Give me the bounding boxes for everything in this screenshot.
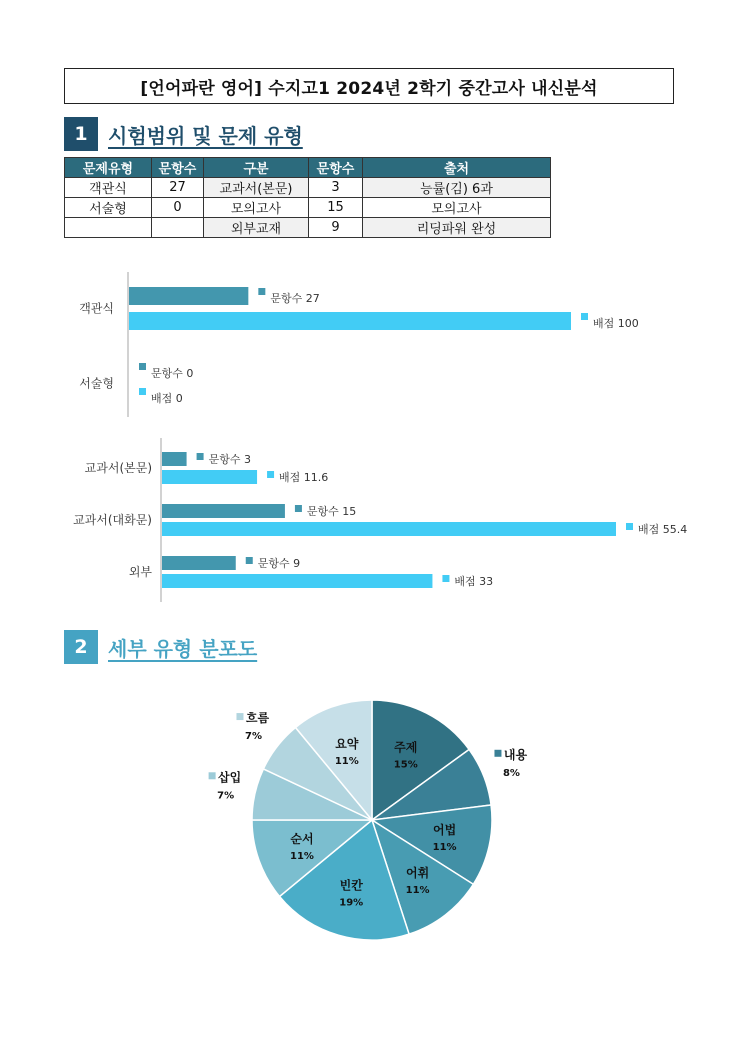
table-cell bbox=[65, 218, 152, 238]
slice-percent: 8% bbox=[502, 767, 520, 779]
slice-label: 요약 bbox=[335, 736, 359, 751]
table-cell: 능률(김) 6과 bbox=[363, 178, 551, 198]
table-cell: 27 bbox=[152, 178, 204, 198]
table-row bbox=[65, 218, 551, 238]
category-label: 외부 bbox=[128, 565, 152, 579]
table-row bbox=[65, 198, 551, 218]
th-source: 출처 bbox=[363, 158, 551, 178]
section2-header bbox=[64, 630, 257, 664]
slice-percent: 15% bbox=[393, 759, 418, 771]
bar bbox=[162, 522, 616, 536]
data-label: 배점 55.4 bbox=[638, 523, 688, 536]
th-question-type: 문제유형 bbox=[65, 158, 152, 178]
chart-detail-distribution bbox=[0, 680, 743, 970]
slice-marker bbox=[209, 772, 216, 779]
table-cell: 0 bbox=[152, 198, 204, 218]
data-label: 문항수 3 bbox=[208, 453, 251, 466]
data-label-marker bbox=[295, 505, 302, 512]
document-title: [언어파란 영어] 수지고1 2024년 2학기 중간고사 내신분석 bbox=[140, 78, 598, 99]
bar bbox=[162, 574, 432, 588]
data-label-marker bbox=[197, 453, 204, 460]
section2-number: 2 bbox=[64, 630, 98, 664]
table-cell: 모의고사 bbox=[204, 198, 309, 218]
table-cell: 교과서(본문) bbox=[204, 178, 309, 198]
slice-label: 어휘 bbox=[406, 865, 430, 880]
slice-percent: 11% bbox=[405, 884, 430, 896]
section2-title: 세부 유형 분포도 bbox=[108, 636, 258, 661]
th-count-2: 문항수 bbox=[309, 158, 363, 178]
table-cell: 모의고사 bbox=[363, 198, 551, 218]
category-label: 교과서(대화문) bbox=[73, 513, 152, 527]
slice-percent: 11% bbox=[334, 755, 359, 767]
table-cell: 3 bbox=[309, 178, 363, 198]
data-label-marker bbox=[139, 363, 146, 370]
data-label-marker bbox=[626, 523, 633, 530]
th-count-1: 문항수 bbox=[152, 158, 204, 178]
slice-marker bbox=[236, 713, 243, 720]
slice-label: 내용 bbox=[503, 747, 528, 762]
data-label: 문항수 9 bbox=[257, 557, 301, 570]
table-cell: 9 bbox=[309, 218, 363, 238]
category-label: 객관식 bbox=[79, 301, 114, 316]
slice-percent: 19% bbox=[339, 897, 364, 909]
bar bbox=[162, 504, 285, 518]
data-label-marker bbox=[246, 557, 253, 564]
slice-label: 주제 bbox=[394, 740, 418, 755]
th-category: 구분 bbox=[204, 158, 309, 178]
table-cell: 15 bbox=[309, 198, 363, 218]
category-label: 교과서(본문) bbox=[84, 461, 152, 475]
table-row bbox=[65, 178, 551, 198]
section1-header bbox=[64, 117, 303, 151]
slice-label: 빈칸 bbox=[339, 878, 363, 893]
slice-percent: 7% bbox=[217, 790, 235, 802]
section1-title: 시험범위 및 문제 유형 bbox=[108, 123, 303, 148]
slice-label: 어법 bbox=[433, 823, 457, 838]
slice-percent: 11% bbox=[432, 842, 457, 854]
table-cell bbox=[152, 218, 204, 238]
data-label: 문항수 27 bbox=[270, 292, 320, 305]
bar bbox=[129, 287, 248, 305]
data-label-marker bbox=[267, 471, 274, 478]
data-label-marker bbox=[581, 313, 588, 320]
table-cell: 외부교재 bbox=[204, 218, 309, 238]
bar bbox=[162, 470, 257, 484]
slice-label: 삽입 bbox=[218, 770, 242, 785]
data-label: 문항수 15 bbox=[306, 505, 357, 518]
data-label-marker bbox=[139, 388, 146, 395]
bar bbox=[129, 312, 571, 330]
category-label: 서술형 bbox=[79, 376, 114, 391]
data-label: 배점 33 bbox=[454, 575, 494, 588]
table-cell: 리딩파워 완성 bbox=[363, 218, 551, 238]
data-label-marker bbox=[442, 575, 449, 582]
table-cell: 서술형 bbox=[65, 198, 152, 218]
summary-table bbox=[64, 157, 551, 238]
table-cell: 객관식 bbox=[65, 178, 152, 198]
section1-number: 1 bbox=[64, 117, 98, 151]
slice-label: 순서 bbox=[290, 832, 314, 847]
slice-percent: 7% bbox=[244, 731, 262, 743]
chart-source-type bbox=[0, 430, 743, 610]
table-header-row bbox=[65, 158, 551, 178]
data-label: 문항수 0 bbox=[151, 367, 194, 380]
data-label: 배점 11.6 bbox=[279, 471, 329, 484]
data-label: 배점 0 bbox=[151, 392, 183, 405]
slice-percent: 11% bbox=[290, 851, 314, 863]
chart-question-type bbox=[0, 265, 743, 425]
slice-marker bbox=[494, 750, 501, 757]
data-label-marker bbox=[258, 288, 265, 295]
data-label: 배점 100 bbox=[593, 317, 639, 330]
bar bbox=[162, 452, 187, 466]
slice-label: 흐름 bbox=[245, 711, 270, 726]
bar bbox=[162, 556, 236, 570]
document-title-box bbox=[64, 68, 674, 104]
